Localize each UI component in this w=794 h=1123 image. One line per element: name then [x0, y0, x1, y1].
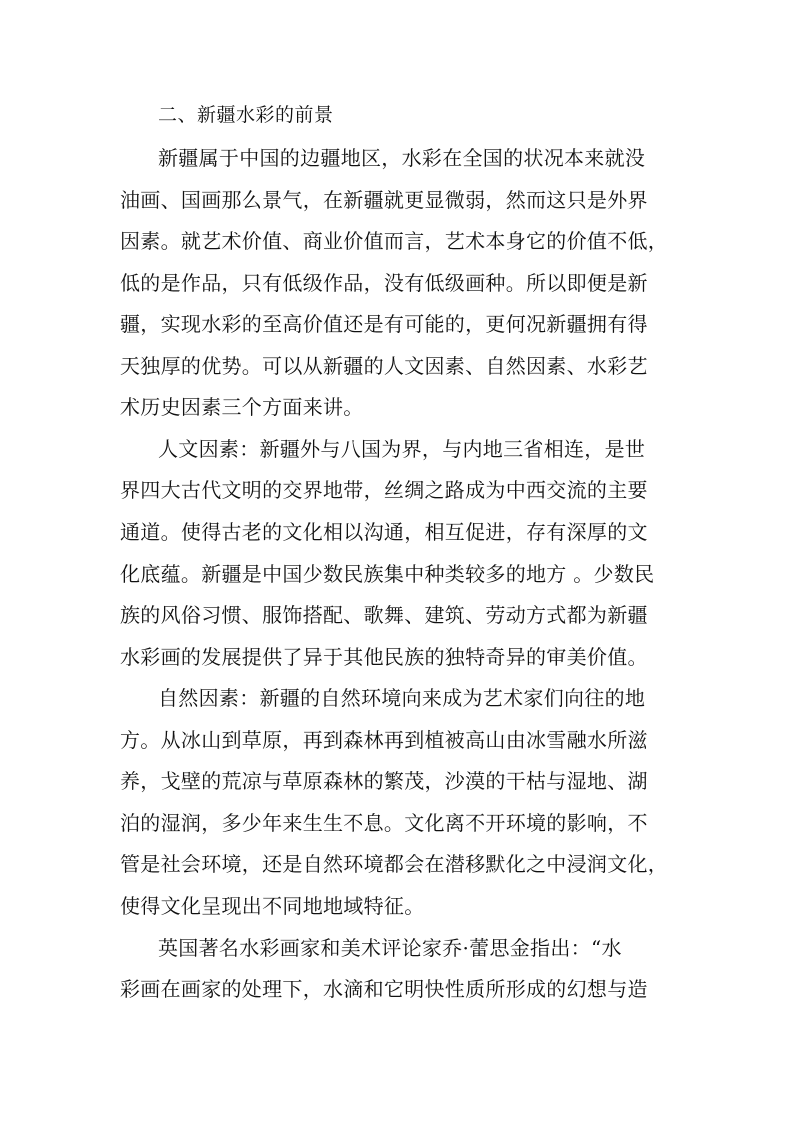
paragraph-line: 术历史因素三个方面来讲。	[120, 395, 364, 419]
paragraph-line: 自然因素：新疆的自然环境向来成为艺术家们向往的地	[158, 686, 646, 710]
paragraph-line: 养，戈壁的荒凉与草原森林的繁茂，沙漠的干枯与湿地、湖	[120, 769, 648, 793]
paragraph-line: 泊的湿润，多少年来生生不息。文化离不开环境的影响，不	[120, 811, 648, 835]
paragraph-line: 油画、国画那么景气，在新疆就更显微弱，然而这只是外界	[120, 188, 648, 212]
paragraph-line: 新疆属于中国的边疆地区，水彩在全国的状况本来就没	[158, 146, 646, 170]
paragraph-line: 彩画在画家的处理下，水滴和它明快性质所形成的幻想与造	[120, 977, 648, 1001]
paragraph-line: 英国著名水彩画家和美术评论家乔·蕾思金指出：“水	[158, 936, 622, 960]
paragraph-line: 疆，实现水彩的至高价值还是有可能的，更何况新疆拥有得	[120, 312, 648, 336]
paragraph-line: 使得文化呈现出不同地地域特征。	[120, 894, 425, 918]
section-heading: 二、新疆水彩的前景	[158, 104, 334, 126]
paragraph-line: 通道。使得古老的文化相以沟通，相互促进，存有深厚的文	[120, 520, 648, 544]
paragraph-line: 天独厚的优势。可以从新疆的人文因素、自然因素、水彩艺	[120, 354, 648, 378]
paragraph-line: 族的风俗习惯、服饰搭配、歌舞、建筑、劳动方式都为新疆	[120, 603, 648, 627]
paragraph-line: 因素。就艺术价值、商业价值而言，艺术本身它的价值不低，	[120, 229, 669, 253]
paragraph-line: 管是社会环境，还是自然环境都会在潜移默化之中浸润文化，	[120, 852, 669, 876]
paragraph-line: 化底蕴。新疆是中国少数民族集中种类较多的地方 。少数民	[120, 562, 655, 586]
paragraph-line: 水彩画的发展提供了异于其他民族的独特奇异的审美价值。	[120, 645, 648, 669]
paragraph-line: 人文因素：新疆外与八国为界，与内地三省相连，是世	[158, 437, 646, 461]
paragraph-line: 方。从冰山到草原，再到森林再到植被高山由冰雪融水所滋	[120, 728, 648, 752]
paragraph-line: 低的是作品，只有低级作品，没有低级画种。所以即便是新	[120, 271, 648, 295]
paragraph-line: 界四大古代文明的交界地带，丝绸之路成为中西交流的主要	[120, 478, 648, 502]
